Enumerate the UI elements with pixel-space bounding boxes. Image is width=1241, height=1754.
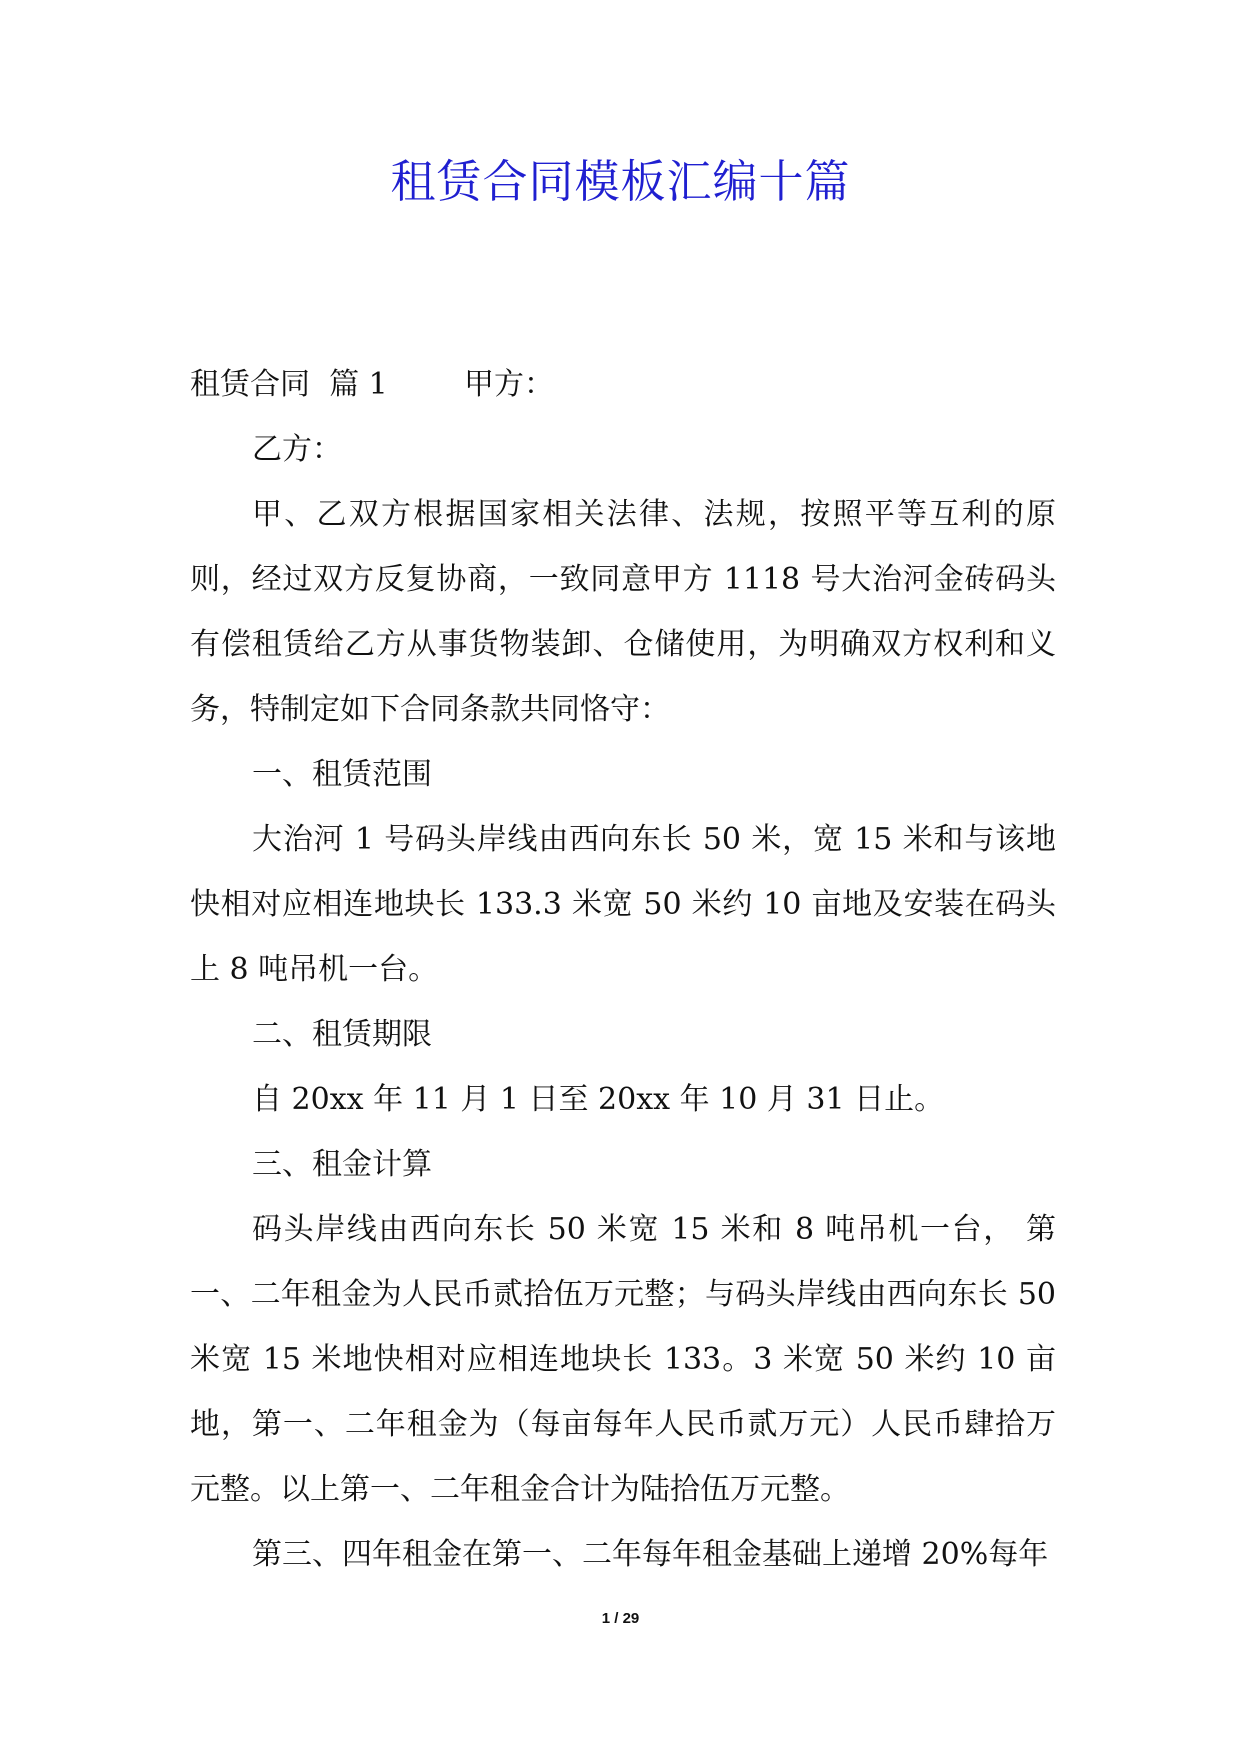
clause-rent-increase-paragraph: 第三、四年租金在第一、二年每年租金基础上递增 20%每年: [252, 1537, 1049, 1572]
page-number: 1 / 29: [601, 1610, 640, 1627]
clause-rent-paragraph: 码头岸线由西向东长 50 米宽 15 米和 8 吨吊机一台， 第一、二年租金为人民币贰拾伍万元整；与码头岸线由西向东长 50 米宽 15 米地快相对应相连地块长 133。3 米宽 50 米约 10 亩地，第一、二年租金为（每亩每年人民币贰万元）人民币肆拾万元整。以上第一、二年租金合计为陆拾伍万元整。: [190, 1212, 1056, 1507]
clause-heading-scope: 一、租赁范围: [252, 757, 432, 792]
clause-scope-paragraph: 大治河 1 号码头岸线由西向东长 50 米，宽 15 米和与该地快相对应相连地块长 133.3 米宽 50 米约 10 亩地及安装在码头上 8 吨吊机一台。: [190, 822, 1056, 987]
preamble-paragraph: 甲、乙双方根据国家相关法律、法规，按照平等互利的原则，经过双方反复协商，一致同意甲方 1118 号大治河金砖码头有偿租赁给乙方从事货物装卸、仓储使用，为明确双方权利和义务，特制定如下合同条款共同恪守：: [190, 497, 1056, 727]
clause-term-paragraph: 自 20xx 年 11 月 1 日至 20xx 年 10 月 31 日止。: [252, 1082, 945, 1117]
document-title: 租赁合同模板汇编十篇: [390, 155, 851, 208]
first-line: [190, 352, 1056, 417]
section-heading: 租赁合同 篇 1: [190, 367, 388, 402]
clause-heading-rent: 三、租金计算: [252, 1147, 432, 1182]
clause-heading-term: 二、租赁期限: [252, 1017, 432, 1052]
document-body: [190, 352, 1056, 1587]
first-line-gap: [388, 367, 464, 402]
party-a-label: 甲方：: [464, 367, 554, 402]
party-b-label: 乙方：: [252, 432, 342, 467]
